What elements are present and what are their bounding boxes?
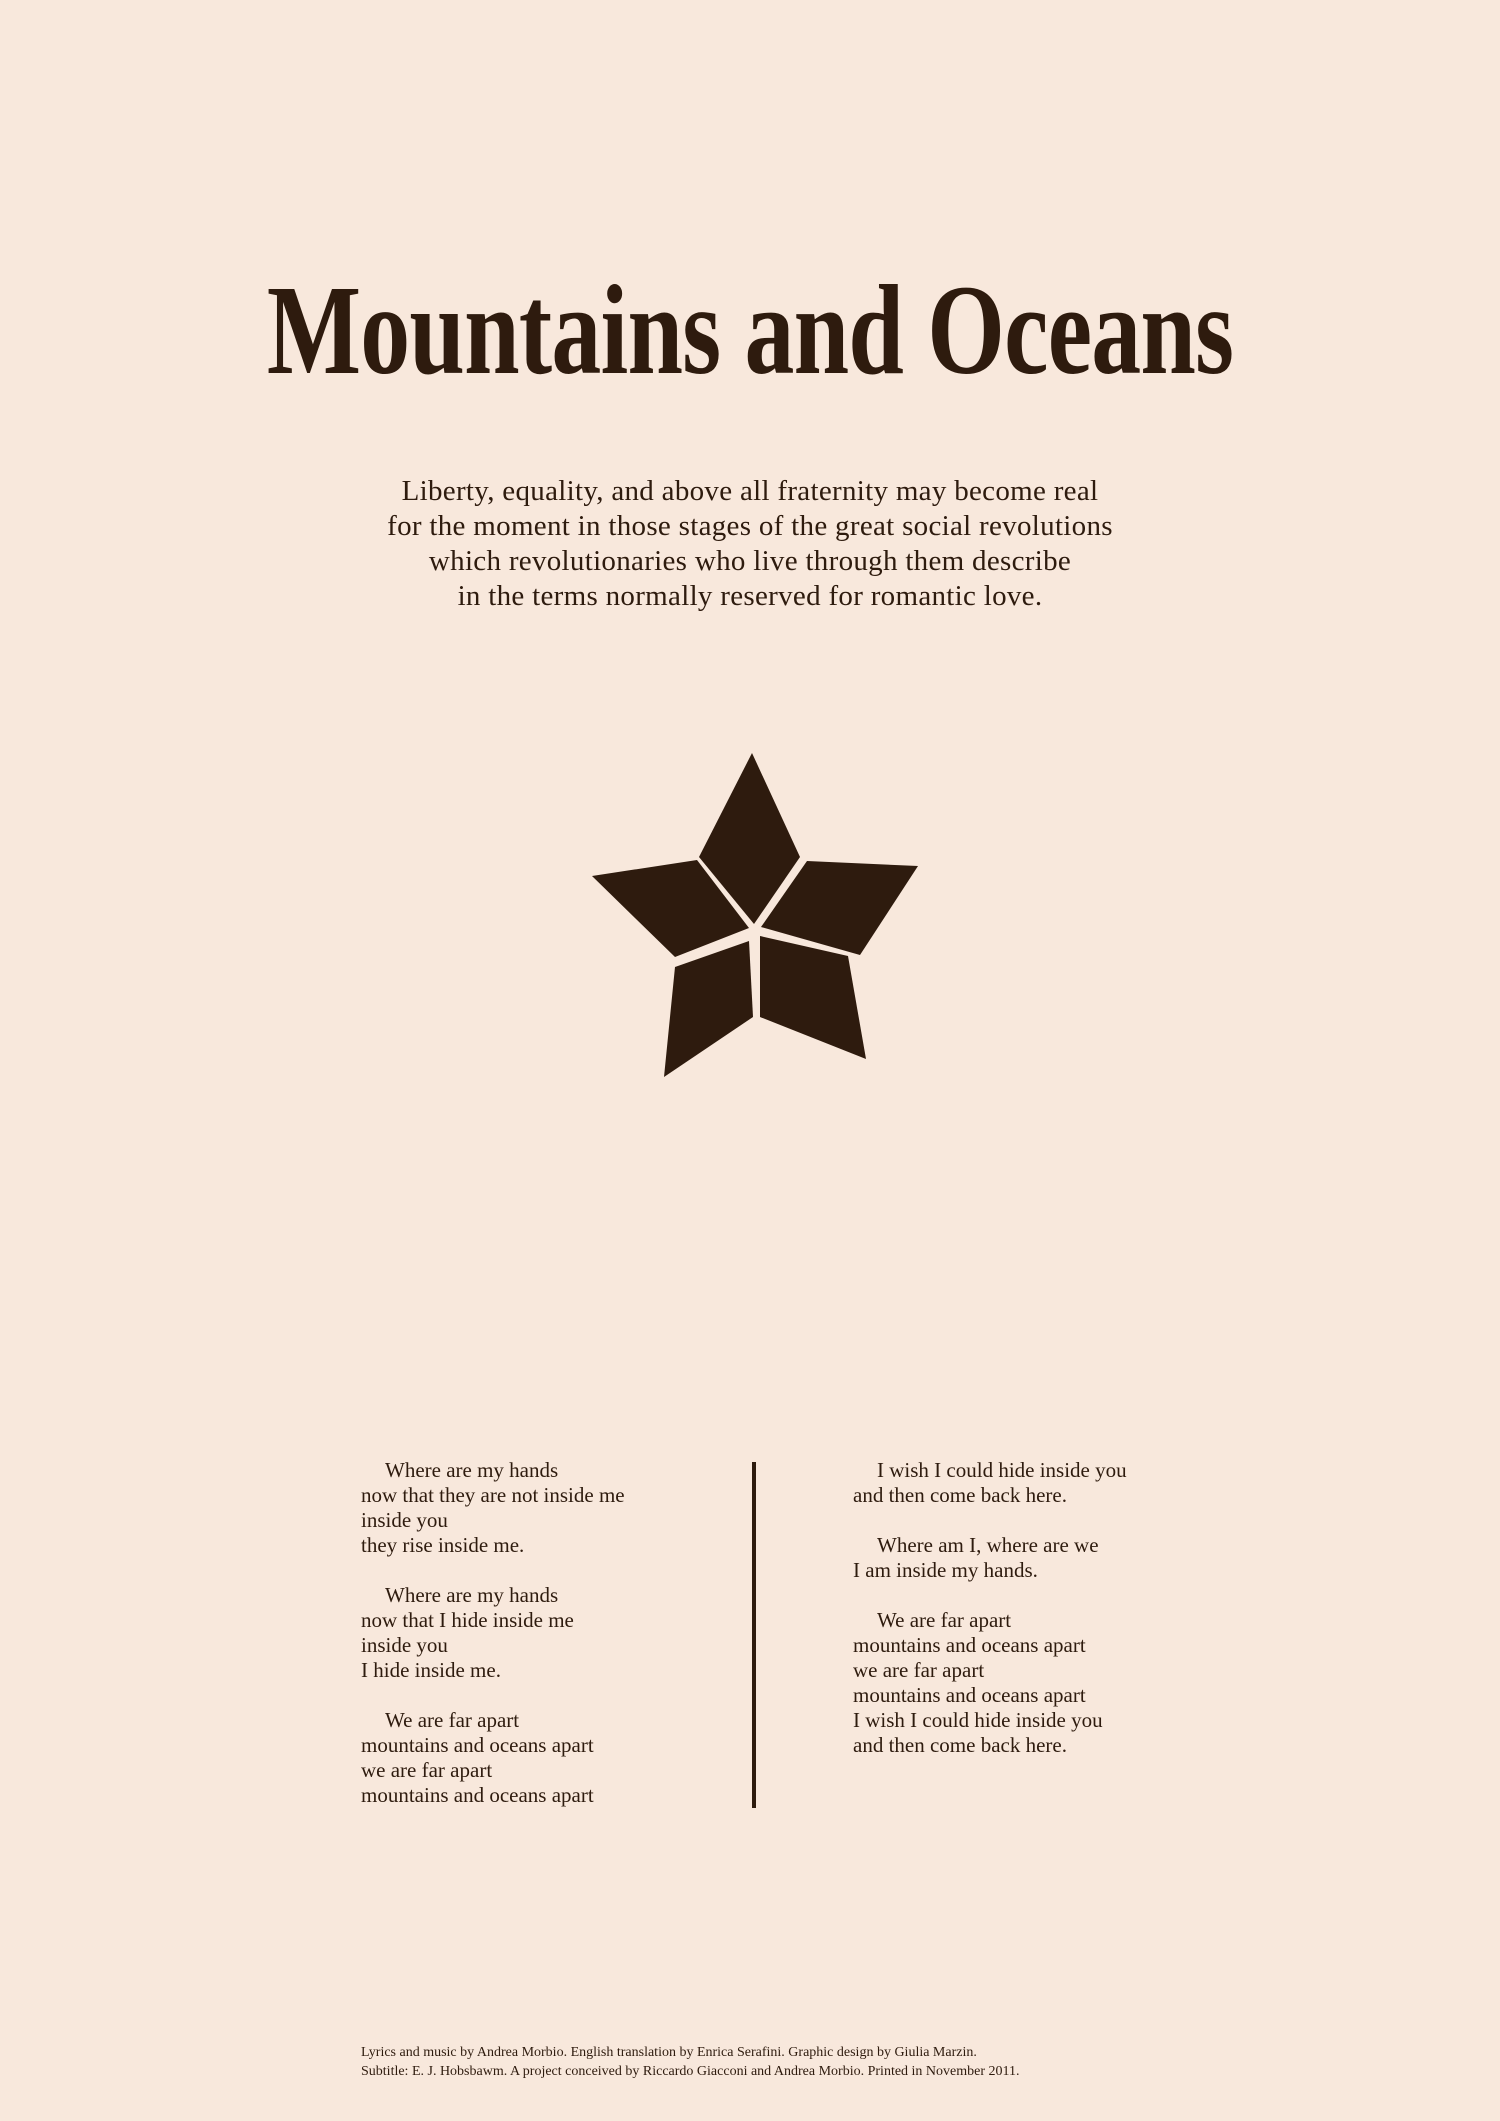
credits-line: Subtitle: E. J. Hobsbawm. A project conceived by Riccardo Giacconi and Andrea Morbio. Printed in November 2011.	[361, 2064, 1020, 2079]
lyric-line: mountains and oceans apart	[853, 1633, 1086, 1657]
lyrics-right-column	[853, 1458, 1213, 1783]
lyric-line: We are far apart	[877, 1608, 1012, 1632]
poster-title: Mountains and Oceans	[266, 259, 1234, 401]
epigraph-line: for the moment in those stages of the great social revolutions	[387, 510, 1113, 542]
lyric-line: mountains and oceans apart	[361, 1783, 594, 1807]
lyrics-stanza	[361, 1708, 721, 1808]
lyric-line: We are far apart	[385, 1708, 520, 1732]
lyrics-stanza	[361, 1583, 721, 1683]
lyric-line: they rise inside me.	[361, 1533, 525, 1557]
star-icon	[588, 748, 918, 1080]
lyric-line: I hide inside me.	[361, 1658, 501, 1682]
lyric-line: Where are my hands	[385, 1583, 559, 1607]
lyric-line: I wish I could hide inside you	[877, 1458, 1127, 1482]
lyrics-stanza	[853, 1533, 1213, 1583]
lyric-line: we are far apart	[361, 1758, 493, 1782]
lyric-line: inside you	[361, 1633, 448, 1657]
lyrics-stanza	[853, 1608, 1213, 1758]
lyrics-stanza	[361, 1458, 721, 1558]
credits	[361, 2043, 1261, 2081]
lyric-line: I wish I could hide inside you	[853, 1708, 1103, 1732]
lyric-line: Where am I, where are we	[877, 1533, 1099, 1557]
lyric-line: Where are my hands	[385, 1458, 559, 1482]
lyric-line: mountains and oceans apart	[853, 1683, 1086, 1707]
column-divider	[752, 1462, 756, 1808]
epigraph-line: which revolutionaries who live through them describe	[428, 545, 1072, 577]
lyric-line: now that I hide inside me	[361, 1608, 574, 1632]
lyric-line: mountains and oceans apart	[361, 1733, 594, 1757]
credits-line: Lyrics and music by Andrea Morbio. English translation by Enrica Serafini. Graphic design by Giulia Marzin.	[361, 2045, 977, 2060]
lyrics-stanza	[853, 1458, 1213, 1508]
lyric-line: I am inside my hands.	[853, 1558, 1038, 1582]
lyric-line: we are far apart	[853, 1658, 985, 1682]
lyrics-left-column	[361, 1458, 721, 1833]
lyric-line: now that they are not inside me	[361, 1483, 625, 1507]
lyric-line: inside you	[361, 1508, 448, 1532]
epigraph-line: in the terms normally reserved for romantic love.	[457, 580, 1043, 612]
epigraph-line: Liberty, equality, and above all fraternity may become real	[401, 475, 1099, 507]
lyric-line: and then come back here.	[853, 1733, 1067, 1757]
lyric-line: and then come back here.	[853, 1483, 1067, 1507]
epigraph-quote	[300, 474, 1200, 614]
